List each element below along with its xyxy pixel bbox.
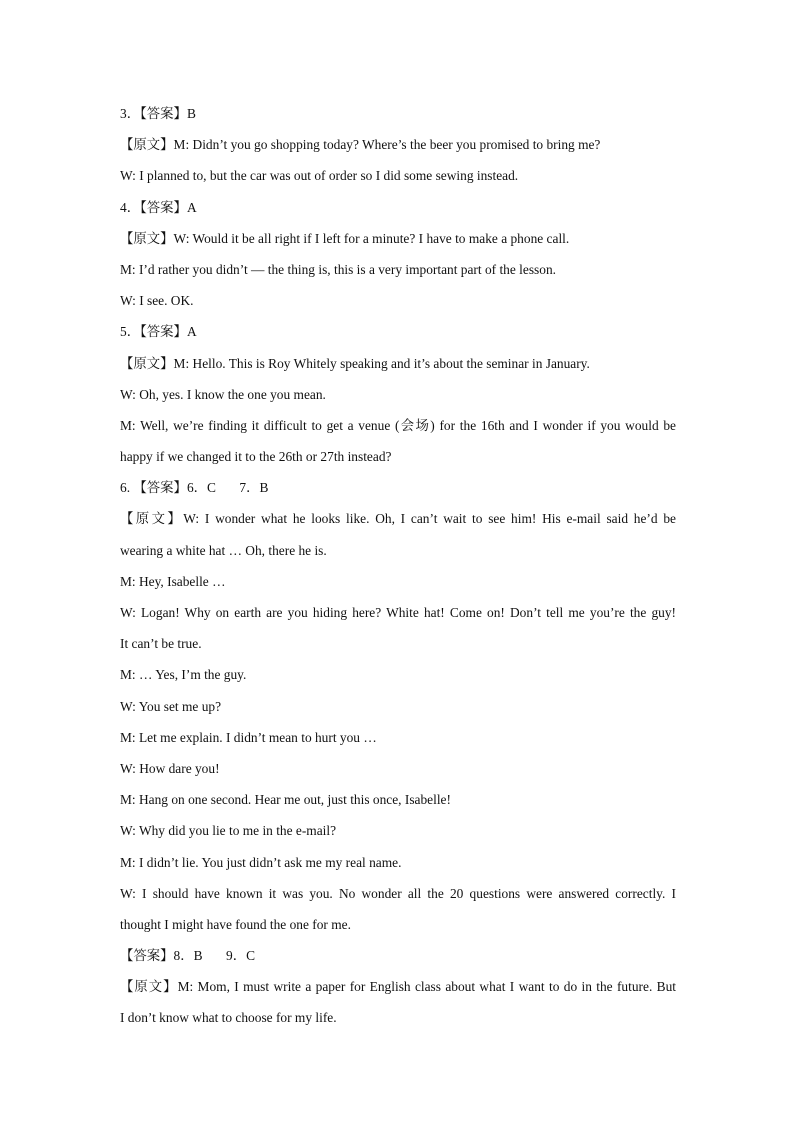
text-line: happy if we changed it to the 26th or 27th instead? xyxy=(120,449,392,465)
text-line: 【原文】M: Didn’t you go shopping today? Where’s the beer you promised to bring me? xyxy=(120,137,601,153)
text-line: 【原文】M: Hello. This is Roy Whitely speaking and it’s about the seminar in January. xyxy=(120,355,590,371)
text-line: W: How dare you! xyxy=(120,760,220,776)
text-line: W: Logan! Why on earth are you hiding here? White hat! Come on! Don’t tell me you’re the guy! xyxy=(120,605,676,620)
text-line: 3．【答案】B xyxy=(120,106,196,121)
text-line: W: I should have known it was you. No wonder all the 20 questions were answered correctly. I xyxy=(120,885,676,901)
text-line: 【原文】M: Mom, I must write a paper for English class about what I want to do in the future. But xyxy=(120,979,676,995)
text-line: M: Well, we’re finding it difficult to get a venue (会场) for the 16th and I wonder if you would be xyxy=(120,417,676,433)
text-line: 【答案】8．B 9．C xyxy=(120,948,256,964)
text-line: thought I might have found the one for me. xyxy=(120,916,351,932)
text-line: It can’t be true. xyxy=(120,636,202,652)
text-line: 4．【答案】A xyxy=(120,199,197,215)
text-line: I don’t know what to choose for my life. xyxy=(120,1010,337,1026)
text-line: wearing a white hat … Oh, there he is. xyxy=(120,542,327,558)
text-line: W: I planned to, but the car was out of order so I did some sewing instead. xyxy=(120,168,519,184)
text-line: W: I see. OK. xyxy=(120,293,194,309)
text-line: M: Hey, Isabelle … xyxy=(120,573,226,589)
document-body xyxy=(120,98,676,1034)
text-line: M: I’d rather you didn’t — the thing is, this is a very important part of the lesson. xyxy=(120,261,556,277)
text-line: W: Oh, yes. I know the one you mean. xyxy=(120,386,326,402)
text-line: 5．【答案】A xyxy=(120,324,197,340)
text-line: M: I didn’t lie. You just didn’t ask me my real name. xyxy=(120,854,402,870)
text-line: 6. 【答案】6．C 7．B xyxy=(120,480,269,496)
text-line: W: You set me up? xyxy=(120,698,222,714)
text-line: W: Why did you lie to me in the e-mail? xyxy=(120,823,337,839)
text-line: 【原文】W: I wonder what he looks like. Oh, I can’t wait to see him! His e-mail said he’d be xyxy=(120,511,676,527)
text-line: M: Hang on one second. Hear me out, just this once, Isabelle! xyxy=(120,792,451,808)
text-line: M: … Yes, I’m the guy. xyxy=(120,667,247,683)
text-line: 【原文】W: Would it be all right if I left for a minute? I have to make a phone call. xyxy=(120,230,570,246)
text-line: M: Let me explain. I didn’t mean to hurt you … xyxy=(120,729,377,745)
